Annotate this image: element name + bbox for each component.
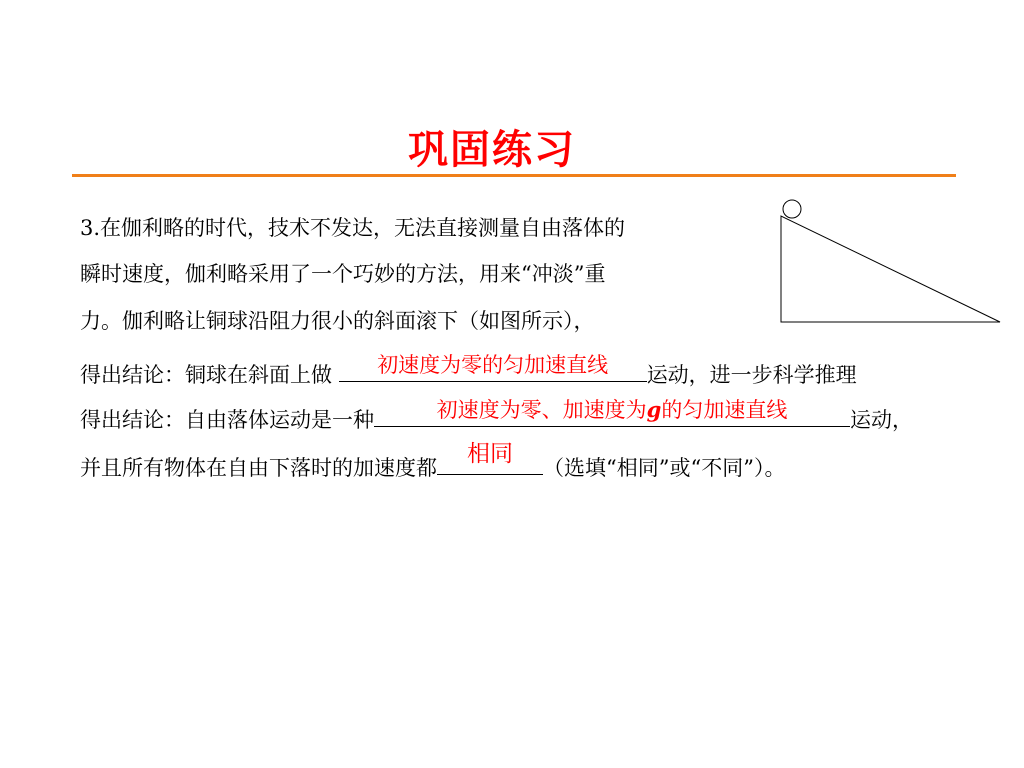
line-4-suffix: 运动，进一步科学推理	[646, 363, 857, 387]
line-6-prefix: 并且所有物体在自由下落时的加速度都	[80, 456, 437, 480]
answer-blank-3[interactable]	[437, 441, 543, 475]
question-line-2: 瞬时速度，伽利略采用了一个巧妙的方法，用来“冲淡”重	[80, 262, 606, 286]
answer-3: 相同	[467, 441, 513, 467]
incline-plane	[781, 216, 1000, 322]
answer-blank-1[interactable]	[339, 353, 647, 382]
slide-title: 巩固练习	[408, 126, 576, 173]
incline-figure	[778, 196, 1004, 326]
line-6-suffix: （选填“相同”或“不同”）。	[543, 456, 786, 480]
answer-2: 初速度为零、加速度为g的匀加速直线	[436, 397, 788, 422]
question-line-6	[80, 441, 786, 482]
question-line-5	[80, 397, 913, 434]
copper-ball	[783, 200, 801, 218]
answer-1: 初速度为零的匀加速直线	[377, 353, 609, 377]
answer-blank-2[interactable]	[374, 397, 850, 427]
symbol-g: g	[646, 397, 662, 422]
question-line-3: 力。伽利略让铜球沿阻力很小的斜面滚下（如图所示），	[80, 309, 595, 333]
line-4-prefix: 得出结论：铜球在斜面上做	[80, 363, 339, 387]
title-divider	[72, 174, 956, 177]
line-5-suffix: 运动，	[850, 408, 913, 432]
question-line-1: 3.在伽利略的时代，技术不发达，无法直接测量自由落体的	[80, 216, 626, 240]
line-5-prefix: 得出结论：自由落体运动是一种	[80, 408, 374, 432]
question-line-4	[80, 353, 857, 389]
